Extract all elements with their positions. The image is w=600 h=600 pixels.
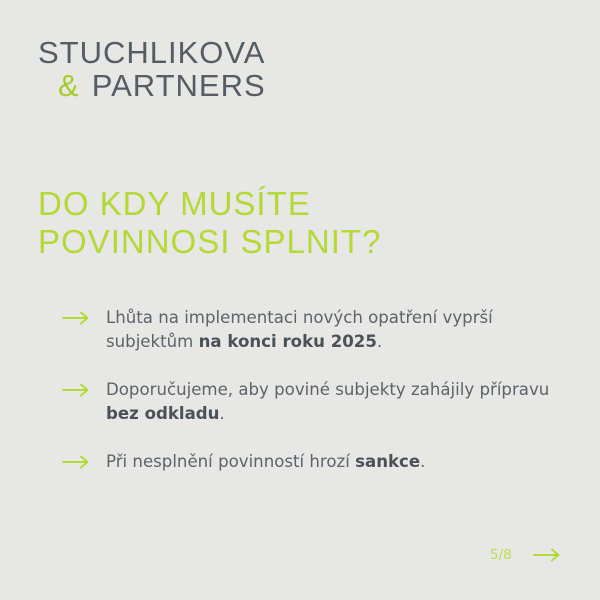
- bullet-text-bold: sankce: [355, 452, 421, 471]
- bullet-text-plain: Při nesplnění povinností hrozí: [106, 452, 356, 471]
- logo-partners: PARTNERS: [91, 68, 266, 103]
- headline-line-2: POVINNOSI SPLNIT?: [38, 223, 382, 260]
- logo-line-1: STUCHLIKOVA: [38, 35, 266, 70]
- bullet-item: [62, 450, 562, 474]
- bullet-list: [62, 306, 562, 498]
- logo-line-2: [38, 69, 266, 102]
- arrow-right-icon: [62, 311, 90, 325]
- bullet-text: [106, 452, 425, 471]
- bullet-text: [106, 380, 549, 423]
- arrow-right-icon: [62, 383, 90, 397]
- page-indicator: 5/8: [490, 547, 512, 563]
- logo-ampersand: &: [58, 68, 80, 103]
- bullet-text-end: .: [376, 332, 383, 351]
- bullet-text-plain: Doporučujeme, aby poviné subjekty zahájily přípravu: [106, 380, 550, 399]
- bullet-text-end: .: [219, 404, 225, 423]
- bullet-text-bold: bez odkladu: [106, 404, 220, 423]
- arrow-right-icon: [62, 455, 90, 469]
- bullet-item: [62, 306, 562, 354]
- company-logo: [38, 36, 266, 102]
- bullet-item: [62, 378, 562, 426]
- bullet-text: [106, 308, 493, 351]
- bullet-text-plain: Lhůta na implementaci nových opatření vyprší subjektům: [106, 308, 493, 351]
- bullet-text-end: .: [420, 452, 426, 471]
- headline-line-1: DO KDY MUSÍTE: [38, 185, 311, 222]
- bullet-text-bold: na konci roku 2025: [198, 332, 377, 351]
- slide-headline: [38, 185, 381, 261]
- next-arrow-icon[interactable]: [533, 548, 561, 562]
